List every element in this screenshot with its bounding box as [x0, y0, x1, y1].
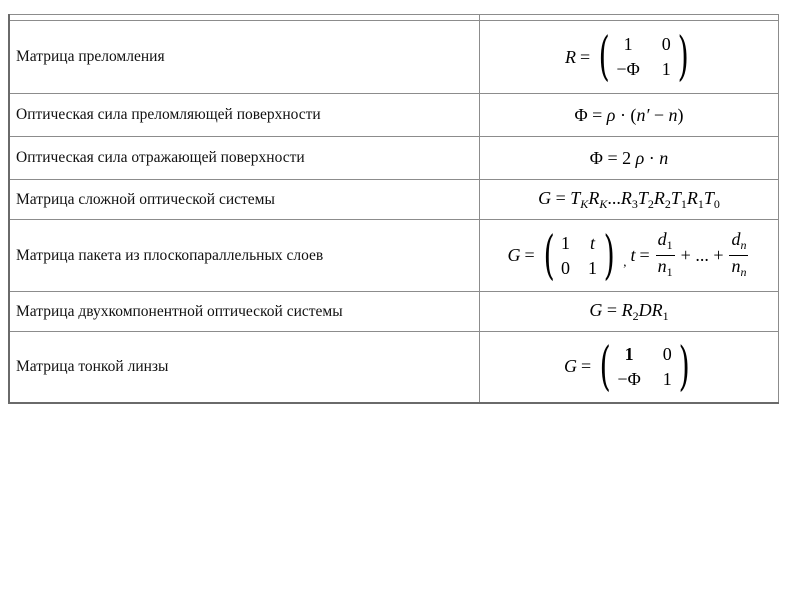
matrix-grid: [614, 29, 672, 85]
table-row: [9, 220, 779, 292]
row-formula-cell: [480, 94, 779, 137]
term-base: T: [637, 187, 648, 208]
term-subscript: 1: [680, 196, 687, 211]
formula-lhs: G: [589, 299, 603, 320]
formula-eq: =: [602, 299, 622, 320]
formula-eq: =: [579, 46, 591, 67]
two-component-matrix-formula: [589, 299, 669, 323]
term-base: R: [651, 299, 663, 320]
thin-lens-matrix-formula: [563, 336, 694, 397]
row-name: Матрица двухкомпонентной оптической системы: [16, 302, 343, 320]
frac-num: d: [657, 229, 667, 249]
formula-part: −: [649, 104, 669, 125]
formula-t-lhs: t: [630, 245, 636, 265]
right-paren: ): [603, 225, 615, 286]
row-name-cell: [9, 137, 480, 180]
row-formula-cell: [480, 220, 779, 292]
term-base: ...: [607, 187, 621, 208]
formula-part: n: [668, 104, 678, 125]
table-row: [9, 137, 779, 180]
term-subscript: K: [580, 196, 589, 211]
matrix-cell: 1: [661, 59, 671, 79]
table-row: [9, 292, 779, 332]
refraction-matrix-formula: [565, 29, 693, 85]
matrix-2x2: [539, 225, 620, 286]
matrix-grid: [615, 339, 673, 395]
left-paren: (: [543, 225, 555, 286]
table-row: [9, 21, 779, 94]
row-name-cell: [9, 220, 480, 292]
left-paren: (: [598, 27, 610, 87]
row-name: Оптическая сила преломляющей поверхности: [16, 106, 321, 123]
term-subscript: K: [599, 196, 608, 211]
complex-system-matrix-formula: [538, 187, 720, 211]
term-subscript: 2: [632, 308, 639, 323]
row-name-cell: [9, 332, 480, 403]
term-base: D: [638, 299, 652, 320]
row-name-cell: [9, 94, 480, 137]
term-subscript: 1: [697, 196, 704, 211]
matrix-cell: 1: [560, 232, 570, 253]
formula-lhs: G: [563, 356, 577, 377]
term-subscript: 2: [647, 196, 654, 211]
formula-lhs: G: [507, 245, 521, 265]
formula-part: Φ: [574, 104, 588, 125]
row-name: Оптическая сила отражающей поверхности: [16, 149, 305, 166]
row-name-cell: [9, 21, 480, 94]
layer-stack-matrix-formula: [507, 225, 751, 286]
term-base: T: [670, 187, 681, 208]
formula-ellipsis: + ... +: [680, 245, 724, 265]
matrix-2x2: [594, 29, 693, 85]
formula-part: n: [659, 147, 669, 168]
right-paren: ): [677, 27, 689, 87]
matrix-cell: −Φ: [616, 59, 640, 79]
formula-eq: =: [551, 187, 571, 208]
matrix-grid: [559, 228, 599, 284]
formula-part: = 2: [602, 147, 636, 168]
matrix-cell: 1: [587, 257, 597, 278]
matrix-cell: 0: [560, 257, 570, 278]
table-row: [9, 332, 779, 403]
matrix-cell: t: [589, 232, 595, 253]
right-paren: ): [678, 336, 690, 397]
left-paren: (: [599, 336, 611, 397]
table-row: [9, 180, 779, 220]
term-subscript: 2: [664, 196, 671, 211]
term-base: R: [686, 187, 698, 208]
product-terms: [621, 299, 669, 323]
term-base: R: [588, 187, 600, 208]
row-name: Матрица преломления: [16, 48, 165, 65]
frac-den-sub: 1: [666, 265, 673, 279]
formula-part: ρ: [635, 147, 645, 168]
frac-den-sub: n: [740, 265, 747, 279]
matrix-cell: 1: [624, 343, 634, 364]
matrix-cell: 0: [662, 343, 672, 364]
formula-table: [8, 14, 779, 404]
term-base: R: [620, 187, 632, 208]
product-terms: [570, 187, 720, 211]
formula-part: Φ: [589, 147, 603, 168]
row-formula-cell: [480, 137, 779, 180]
formula-part: =: [587, 104, 607, 125]
matrix-cell: 1: [623, 34, 633, 54]
row-formula-cell: [480, 180, 779, 220]
formula-lhs: R: [564, 46, 576, 67]
row-formula-cell: [480, 21, 779, 94]
reflective-power-formula: [590, 148, 668, 168]
row-name: Матрица пакета из плоскопараллельных слоев: [16, 246, 324, 264]
formula-part: n′: [636, 104, 650, 125]
row-name-cell: [9, 180, 480, 220]
term-subscript: 0: [713, 196, 720, 211]
term-base: T: [703, 187, 714, 208]
table-row: [9, 94, 779, 137]
row-name: Матрица тонкой линзы: [16, 357, 169, 375]
formula-part: ρ: [606, 104, 616, 125]
refractive-power-formula: [574, 105, 683, 125]
term-base: T: [570, 187, 581, 208]
row-name: Матрица сложной оптической системы: [16, 190, 275, 208]
row-name-cell: [9, 292, 480, 332]
formula-part: ): [677, 104, 684, 125]
frac-num-sub: 1: [666, 238, 673, 252]
formula-table-container: [8, 14, 779, 404]
formula-lhs: G: [538, 187, 552, 208]
term-subscript: 3: [631, 196, 638, 211]
frac-den: n: [731, 256, 741, 276]
formula-part: ·: [644, 147, 660, 168]
matrix-2x2: [595, 336, 694, 397]
term-base: R: [653, 187, 665, 208]
formula-eq: =: [580, 356, 592, 377]
row-formula-cell: [480, 292, 779, 332]
frac-num-sub: n: [740, 238, 747, 252]
formula-eq: =: [524, 245, 535, 265]
formula-part: · (: [615, 104, 637, 125]
frac-den: n: [657, 256, 667, 276]
matrix-cell: 0: [661, 34, 671, 54]
matrix-cell: −Φ: [617, 368, 641, 389]
row-formula-cell: [480, 332, 779, 403]
fraction-d1-n1: [656, 229, 675, 282]
matrix-cell: 1: [662, 368, 672, 389]
frac-num: d: [731, 229, 741, 249]
term-base: R: [621, 299, 633, 320]
term-subscript: 1: [662, 308, 669, 323]
fraction-dn-nn: [729, 229, 748, 282]
formula-eq: =: [639, 245, 650, 265]
formula-separator: ,: [623, 253, 627, 269]
